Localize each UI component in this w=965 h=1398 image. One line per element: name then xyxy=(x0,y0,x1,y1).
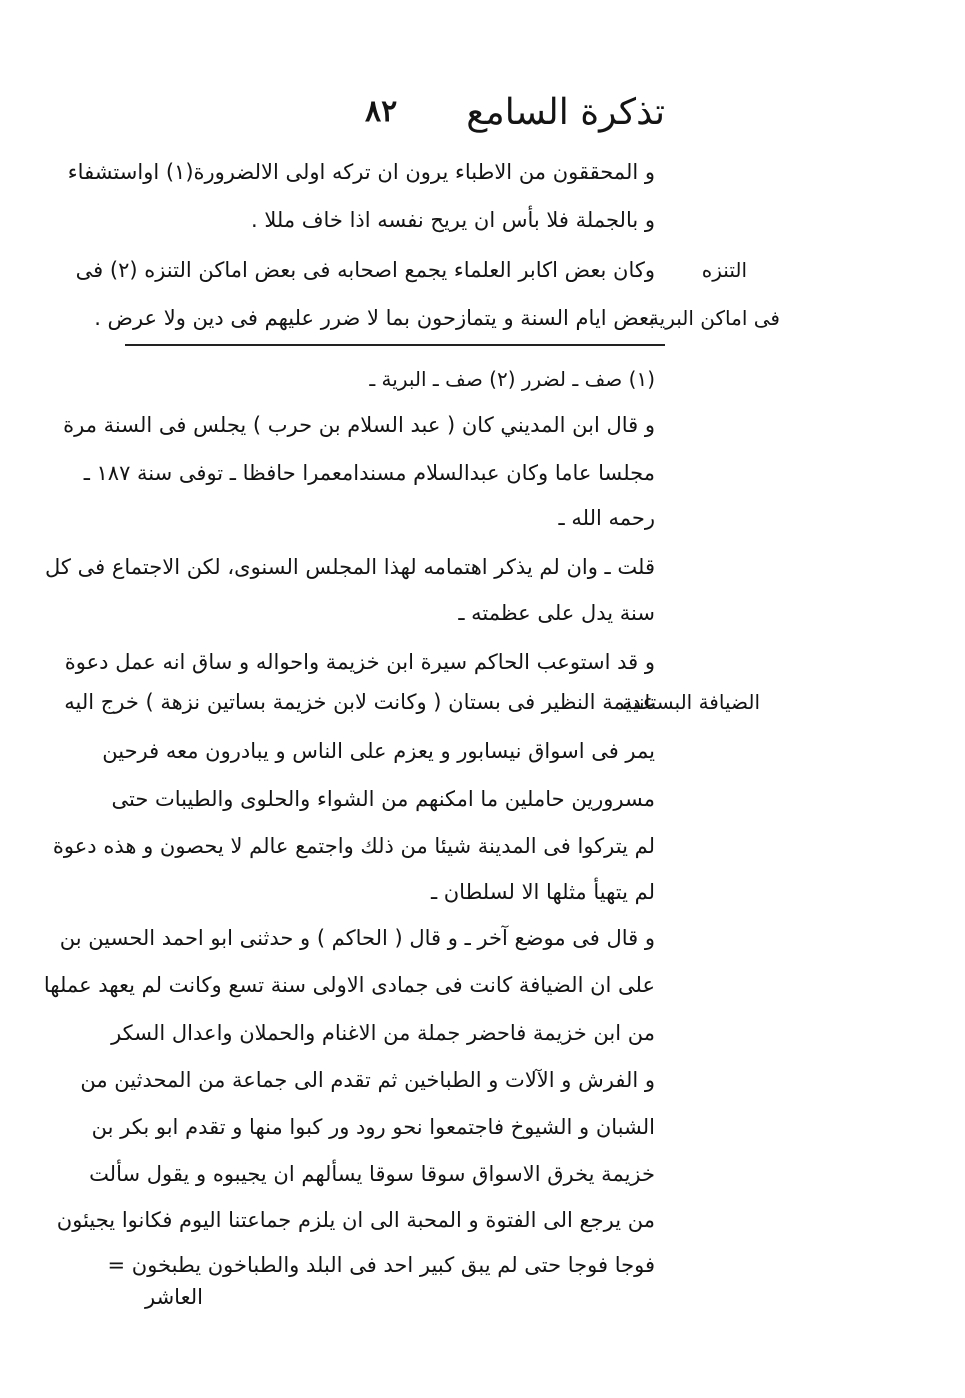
margin-note-amakin: فى اماكن البرية xyxy=(648,306,780,330)
text-line: بعض ايام السنة و يتمازحون بما لا ضرر عليهم فى دين ولا عرض . xyxy=(94,306,655,330)
text-line: خزيمة يخرق الاسواق سوقا سوقا يسألهم ان يجيبوه و يقول سألت xyxy=(89,1162,655,1186)
text-line: سنة يدل على عظمته ـ xyxy=(458,601,655,625)
margin-note-diyafa: الضيافة البستانية xyxy=(622,690,760,714)
text-line: عديمة النظير فى بستان ( وكانت لابن خزيمة بساتين نزهة ) خرج اليه xyxy=(64,690,655,714)
text-line: و الفرش و الآلات و الطباخين ثم تقدم الى جماعة من المحدثين من xyxy=(80,1068,655,1092)
text-line: فوجا فوجا حتى لم يبق كبير احد فى البلد والطباخون يطبخون = xyxy=(107,1253,655,1277)
page-header xyxy=(120,92,665,142)
text-line: رحمه الله ـ xyxy=(558,506,655,530)
text-line: و قال ابن المديني كان ( عبد السلام بن حرب ) يجلس فى السنة مرة xyxy=(63,413,655,437)
text-line: قلت ـ وان لم يذكر اهتمامه لهذا المجلس السنوى، لكن الاجتماع فى كل xyxy=(45,555,655,579)
text-line: و بالجملة فلا بأس ان يريح نفسه اذا خاف مللا . xyxy=(250,208,655,232)
text-line: و قال فى موضع آخر ـ و قال ( الحاكم ) و حدثنى ابو احمد الحسين بن xyxy=(59,926,655,950)
text-line: لم يتركوا فى المدينة شيئا من ذلك واجتمع عالم لا يحصون و هذه دعوة xyxy=(52,834,655,858)
text-line: مسرورين حاملين ما امكنهم من الشواء والحلوى والطيبات حتى xyxy=(111,787,655,811)
footnote-line: (١) صف ـ لضرر (٢) صف ـ البرية ـ xyxy=(369,367,655,391)
footnote-divider xyxy=(125,344,665,346)
running-title: تذكرة السامع xyxy=(466,92,665,133)
text-line: من يرجع الى الفتوة و المحبة الى ان يلزم جماعتنا اليوم فكانوا يجيئون xyxy=(56,1208,655,1232)
margin-note-tanazzuh: التنزه xyxy=(701,258,747,282)
page-number: ٨٢ xyxy=(365,94,398,129)
text-line: من ابن خزيمة فاحضر جملة من الاغنام والحملان واعدال السكر xyxy=(111,1021,655,1045)
catchword: العاشر xyxy=(145,1285,203,1309)
text-line: على ان الضيافة كانت فى جمادى الاولى سنة تسع وكانت لم يعهد عملها xyxy=(43,973,655,997)
text-line: الشبان و الشيوخ فاجتمعوا نحو رود ور كبوا منها و تقدم ابو بكر بن xyxy=(91,1115,655,1139)
text-line: و قد استوعب الحاكم سيرة ابن خزيمة واحواله و ساق انه عمل دعوة xyxy=(64,650,655,674)
text-line: وكان بعض اكابر العلماء يجمع اصحابه فى بعض اماكن التنزه (٢) فى xyxy=(75,258,655,282)
text-line: لم يتهيأ مثلها الا لسلطان ـ xyxy=(430,880,655,904)
text-line: يمر فى اسواق نيسابور و يعزم على الناس و يبادرون معه فرحين xyxy=(102,739,655,763)
text-line: و المحققون من الاطباء يرون ان تركه اولى الالضرورة(١) اواستشفاء xyxy=(67,160,655,184)
text-line: مجلسا عاما وكان عبدالسلام مسندامعمرا حافظا ـ توفى سنة ١٨٧ ـ xyxy=(83,461,655,485)
